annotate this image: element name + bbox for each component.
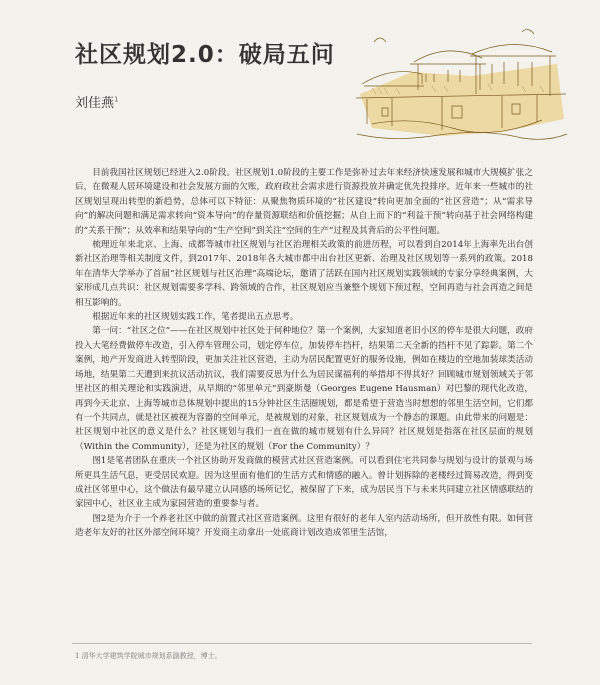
paragraph: 第一问：“社区之位”——在社区规划中社区处于何种地位？第一个案例，大家知道老旧小区的停车是很大问题，政府投入大笔经费做停车改造，引入停车管理公司，划定停车位，加装停车挡杆，结果第二天全新的挡杆不见了踪影。第二个案例，地产开发商进入转型阶段，更加关注社区营造，主动为居民配置更好的服务设施，例如在楼边的空地加装球类活动场地，结果第二天遭到来抗议活动抗议，我们需要反思为什么为居民谋福利的举措却不得其好？回顾城市规划领域关于邻里社区的相关理论和实践演进，从早期的“邻里单元”到豪斯曼（Georges Eugene Hausman）对巴黎的现代化改造，再到今天北京、上海等城市总体规划中提出的15分钟社区生活圈规划，都是希望于营造当时想想的邻里生活空间，它们都有一个共同点，就是社区被视为容器的空间单元，是被规划的对象，社区规划成为一个静态的课题。由此带来的问题是：社区规划中社区的意义是什么？社区规划与我们一直在做的城市规划有什么异同？社区规划是指落在社区层面的规划（Within the Community），还是为社区的规划（For the Community）？ — [75, 326, 533, 452]
author-name: 刘佳燕 — [75, 96, 115, 111]
article-body — [75, 166, 533, 541]
building-sketch-illustration — [352, 24, 572, 154]
author-line — [75, 92, 118, 111]
author-footnote: 1 清华大学建筑学院城市规划系副教授，博士。 — [75, 652, 222, 660]
article-title: 社区规划2.0：破局五问 — [75, 42, 335, 68]
footnote-divider — [72, 643, 532, 644]
paragraph: 图1是笔者团队在重庆一个社区协助开发商做的模营式社区营造案例。可以看到住宅共同参与规划与设计的景观与场所更具生活气息，更受居民欢迎。因为这里面有他们的生活方式和情感的融入。曾计划拆除的老楼经过简易改造，得到变成社区邻里中心，这个做法有最早建立认同感的场所记忆，被保留了下来，成为居民当下与未来共同建立社区情感联结的家园中心，社区业主成为家园营造的重要参与者。 — [75, 456, 533, 510]
paragraph: 根据近年来的社区规划实践工作，笔者提出五点思考。 — [92, 312, 299, 323]
author-footnote-mark: 1 — [114, 95, 119, 104]
paragraph: 目前我国社区规划已经进入2.0阶段。社区规划1.0阶段的主要工作是弥补过去年来经济快速发展和城市大规模扩张之后，在微观人居环境建设和社会发展方面的欠账，政府政社会需求进行资源投放并确定优先投排序。近年来一些城市的社区规划呈现出转型的新趋势，总体可以下特征：从聚焦物质环境的“社区建设”转向更加全面的“社区营造”；从“需求导向”的解决问题和满足需求转向“资本导向”的存量资源联结和价值挖掘；从自上而下的“利益干预”转向基于社会网络构建的“关系干预”；从效率和结果导向的“生产空间”到关注“空间的生产”过程及其背后的公平性问题。 — [75, 168, 533, 236]
paragraph: 梳理近年来北京、上海、成都等城市社区规划与社区治理相关政策的前进历程，可以看到自2014年上海率先出台创新社区治理等相关制度文件，到2017年、2018年各大城市都中出台社区更新、治理及社区规划等一系列的政策。2018年在清华大学举办了首届“社区规划与社区治理”高端论坛，邀请了活跃在国内社区规划实践领域的专家分享经典案例，大家形成几点共识：社区规划需要多学科、跨领域的合作，社区规划应当兼整个规划下预过程，空间再造与社会再造之间是相互影响的。 — [75, 240, 533, 308]
paragraph: 图2是为介于一个养老社区中做的前置式社区营造案例。这里有很好的老年人室内活动场所，但开放性有限。如何营造老年友好的社区外部空间环境？开发商主动拿出一处底商计划改造成邻里生活馆， — [75, 513, 533, 539]
